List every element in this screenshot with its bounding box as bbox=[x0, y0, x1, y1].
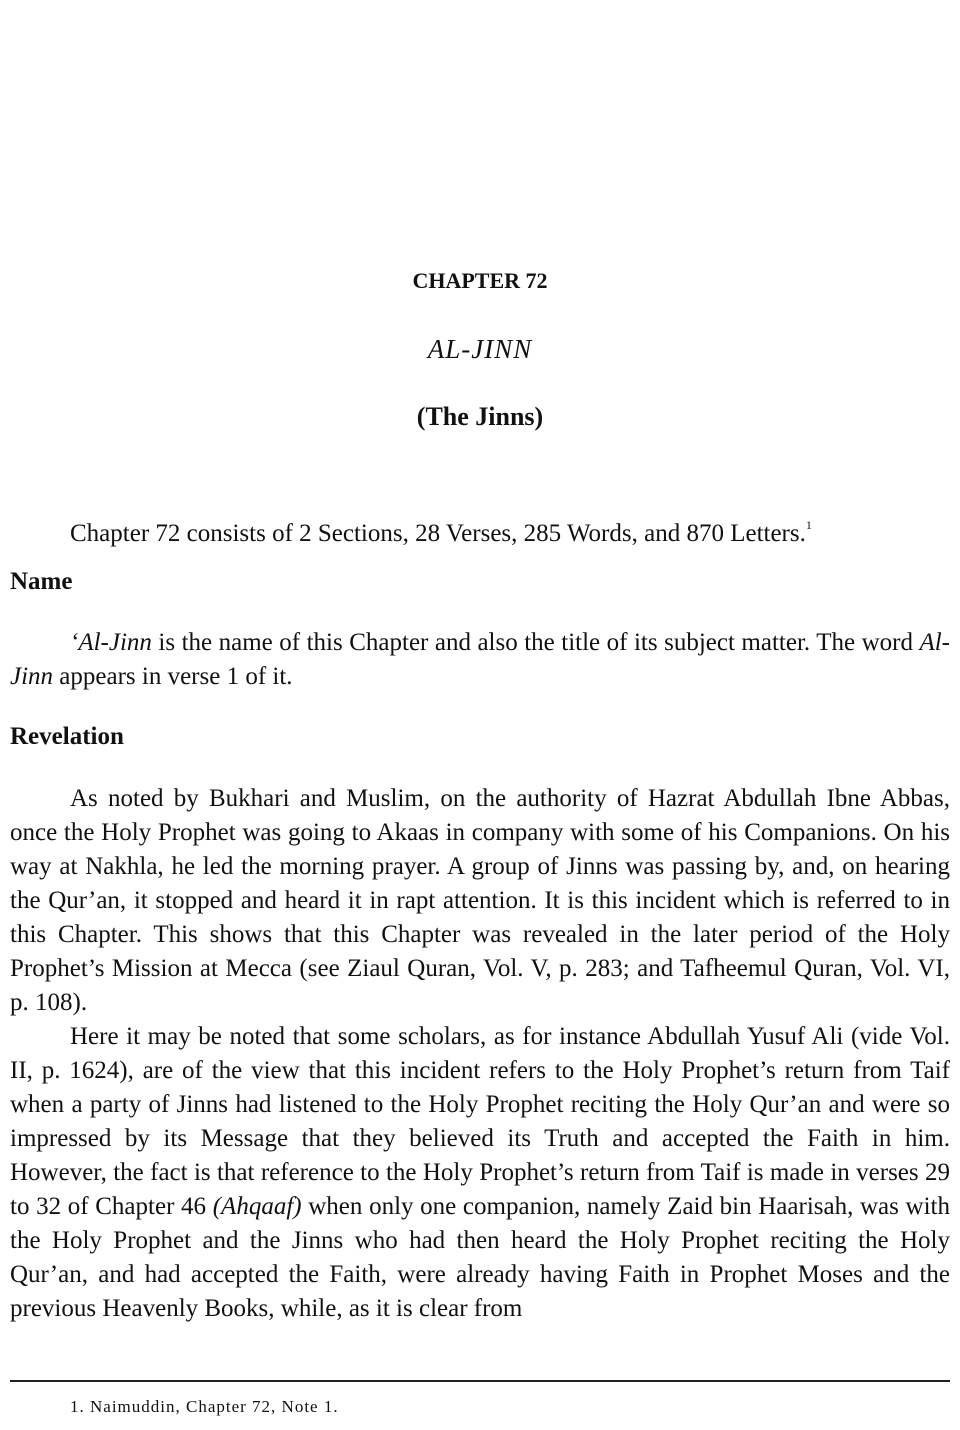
footnote: 1. Naimuddin, Chapter 72, Note 1. bbox=[70, 1397, 339, 1416]
chapter-label: CHAPTER 72 bbox=[412, 268, 548, 293]
footnote-divider bbox=[10, 1380, 950, 1382]
section-heading-name: Name bbox=[10, 568, 73, 595]
section-heading-revelation: Revelation bbox=[10, 723, 124, 750]
summary-text: Chapter 72 consists of 2 Sections, 28 Verses, 285 Words, and 870 Letters. bbox=[70, 520, 806, 547]
revelation-body bbox=[10, 782, 950, 1326]
rev2-text-3: when only one companion, namely Zaid bin Haarisah, was with the Holy Prophet and the Jinns who had then heard the Holy Prophet reciting the Holy Qur’an, and had accepted the Faith, were already having Faith in Prophet Moses and the previous Heavenly Books, while, as it is clear from bbox=[10, 1193, 950, 1322]
rev2-text-1: Here it may be noted that some scholars, as for instance Abdullah Yusuf Ali (vide Vol. II, p. 1624), are of the view that this incident refers to the Holy Prophet’s return from Taif when a party of Jinns had listened to the Holy Prophet reciting the Holy Qur’an and were so impressed by its Message that they believed its Truth and accepted the Faith in him. However, the fact is that reference to the Holy Prophet’s return from Taif is made in verses 29 to 32 of Chapter 46 bbox=[10, 1023, 950, 1220]
name-text-4: appears in verse 1 of it. bbox=[53, 663, 293, 690]
revelation-paragraph-1: As noted by Bukhari and Muslim, on the authority of Hazrat Abdullah Ibne Abbas, once the Holy Prophet was going to Akaas in company with some of his Companions. On his way at Nakhla, he led the morning prayer. A group of Jinns was passing by, and, on hearing the Qur’an, it stopped and heard it in rapt attention. It is this incident which is referred to in this Chapter. This shows that this Chapter was revealed in the later period of the Holy Prophet’s Mission at Mecca (see Ziaul Quran, Vol. V, p. 283; and Tafheemul Quran, Vol. VI, p. 108). bbox=[10, 785, 950, 1016]
name-italic-3: Al-Jinn bbox=[10, 629, 950, 690]
revelation-paragraph-2 bbox=[10, 1020, 950, 1326]
name-paragraph bbox=[10, 626, 950, 694]
chapter-summary bbox=[10, 508, 950, 551]
name-text-2: is the name of this Chapter and also the title of its subject matter. The word bbox=[151, 629, 920, 656]
footnote-mark: 1 bbox=[805, 518, 812, 532]
rev2-italic: (Ahqaaf) bbox=[212, 1193, 302, 1220]
chapter-title: AL-JINN bbox=[427, 334, 533, 364]
name-italic-1: ‘Al-Jinn bbox=[70, 629, 152, 656]
chapter-subtitle: (The Jinns) bbox=[416, 402, 544, 431]
